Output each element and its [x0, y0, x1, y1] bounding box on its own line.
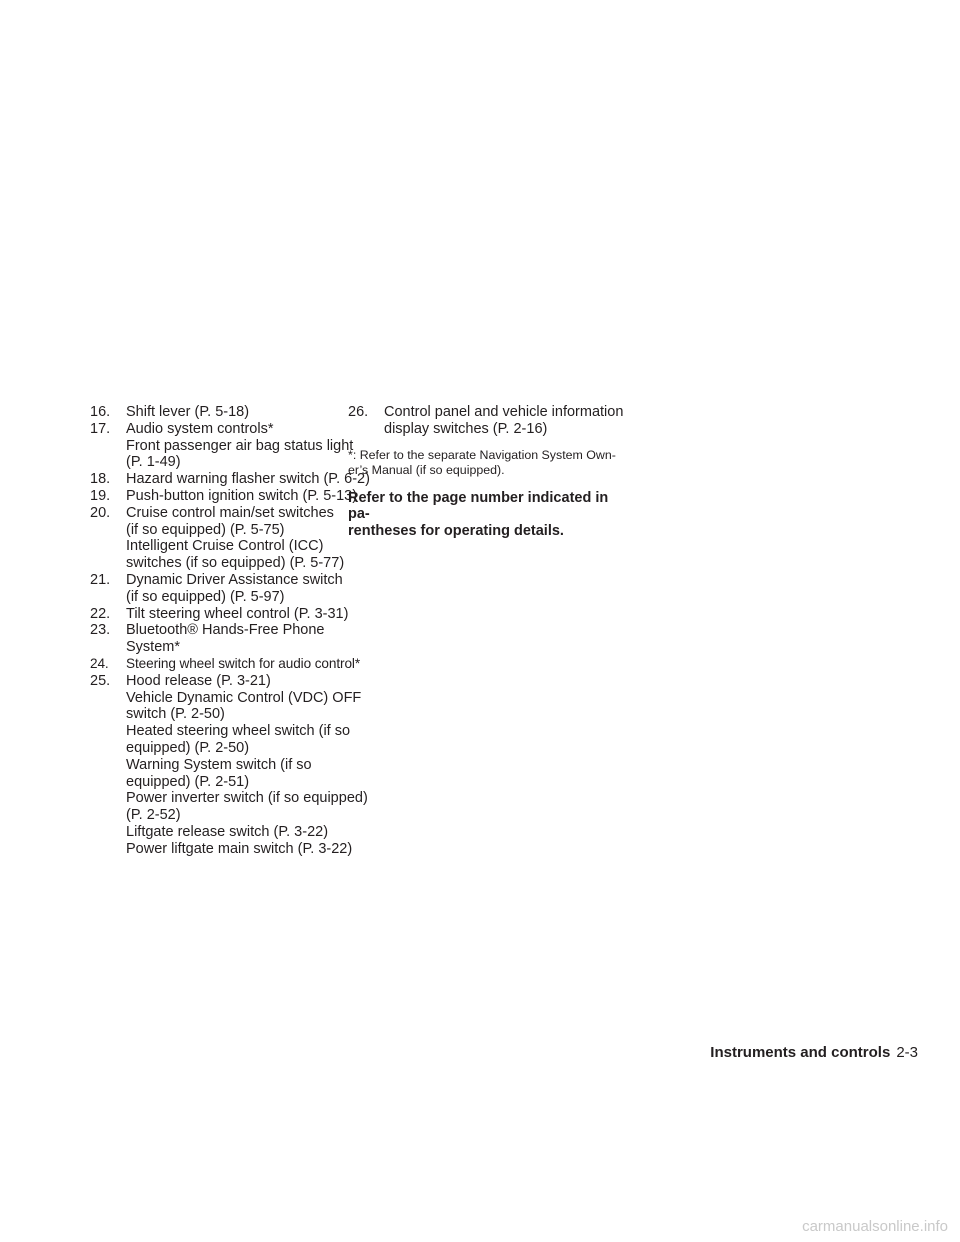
item-text: Dynamic Driver Assistance switch: [126, 571, 343, 588]
page-number: 2-3: [896, 1044, 918, 1061]
item-text: Hood release (P. 3-21): [126, 672, 271, 689]
item-text: switches (if so equipped) (P. 5-77): [126, 555, 345, 572]
item-text: Shift lever (P. 5-18): [126, 404, 250, 420]
item-text: equipped) (P. 2-51): [126, 773, 250, 790]
footnote-line: er’s Manual (if so equipped).: [348, 463, 505, 478]
page-footer: [706, 1044, 918, 1062]
item-text: display switches (P. 2-16): [384, 420, 548, 437]
item-text: Intelligent Cruise Control (ICC): [126, 538, 324, 555]
reference-note-line: Refer to the page number indicated in pa-: [348, 489, 609, 523]
item-text: Audio system controls*: [126, 420, 274, 437]
list-item: [90, 672, 368, 858]
item-number: 23.: [90, 622, 111, 639]
watermark: carmanualsonline.info: [802, 1218, 948, 1235]
list-item: [90, 487, 358, 505]
item-text: switch (P. 2-50): [126, 706, 225, 723]
item-number: 22.: [90, 605, 111, 622]
list-item: [90, 622, 340, 656]
item-number: 19.: [90, 487, 111, 504]
item-text: Liftgate release switch (P. 3-22): [126, 823, 329, 840]
item-text: Power liftgate main switch (P. 3-22): [126, 840, 353, 857]
item-text: Steering wheel switch for audio control*: [126, 655, 361, 671]
right-column: [348, 404, 630, 540]
item-number: 25.: [90, 672, 111, 689]
item-number: 18.: [90, 471, 111, 488]
item-text: Control panel and vehicle information: [384, 404, 624, 420]
item-number: 21.: [90, 571, 111, 588]
list-item: [90, 655, 361, 673]
list-item: [90, 404, 340, 421]
item-text: equipped) (P. 2-50): [126, 739, 250, 756]
item-text: (if so equipped) (P. 5-97): [126, 588, 285, 605]
item-number: 17.: [90, 420, 111, 437]
list-item: [90, 420, 354, 471]
item-text: Tilt steering wheel control (P. 3-31): [126, 605, 349, 622]
item-number: 16.: [90, 404, 111, 420]
list-item: [348, 404, 630, 438]
list-item: [90, 605, 349, 623]
reference-note-line: rentheses for operating details.: [348, 523, 564, 540]
item-text: Heated steering wheel switch (if so: [126, 723, 351, 740]
item-text: (P. 2-52): [126, 807, 181, 824]
list-item: [90, 571, 343, 606]
list-item: [90, 471, 370, 488]
item-number: 26.: [348, 404, 369, 420]
item-text: Bluetooth® Hands-Free Phone: [126, 622, 325, 639]
reference-note: [348, 490, 630, 540]
item-text: Vehicle Dynamic Control (VDC) OFF: [126, 689, 362, 706]
item-text: Cruise control main/set switches: [126, 504, 334, 521]
item-text: Front passenger air bag status light: [126, 437, 354, 454]
item-number: 24.: [90, 655, 109, 671]
item-text: System*: [126, 639, 180, 656]
item-text: Hazard warning flasher switch (P. 6-2): [126, 471, 370, 488]
item-text: Push-button ignition switch (P. 5-13): [126, 487, 358, 504]
footnote: [348, 448, 630, 479]
footnote-line: *: Refer to the separate Navigation System Own-: [348, 447, 616, 462]
list-item: [90, 504, 345, 572]
section-title: Instruments and controls: [710, 1044, 891, 1061]
item-text: Power inverter switch (if so equipped): [126, 790, 368, 807]
item-number: 20.: [90, 504, 111, 521]
item-text: (if so equipped) (P. 5-75): [126, 521, 285, 538]
item-text: Warning System switch (if so: [126, 756, 312, 773]
item-text: (P. 1-49): [126, 454, 181, 471]
